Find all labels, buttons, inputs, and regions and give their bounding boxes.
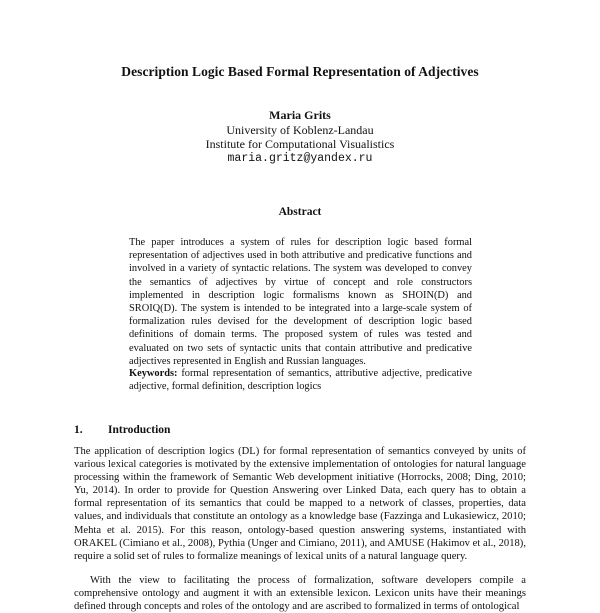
abstract-heading: Abstract: [278, 206, 322, 218]
abstract-body: The paper introduces a system of rules for description logic based formal representation of adjectives used in both attributive and predicative functions and involved in a variety of syntactic relations. The system was developed to convey the semantics of adjectives by virtue of concept and role constructors implemented in description logic formalisms known as SHOIN(D) and SROIQ(D). The system is intended to be integrated into a large-scale system of formalization rules devised for the development of description logic based definitions of domain terms. The proposed system of rules was tested and evaluated on two sets of syntactic units that contain attributive and predicative adjectives represented in English and Russian languages.: [129, 237, 472, 367]
introduction-paragraph-2: With the view to facilitating the process of formalization, software developers compile a comprehensive ontology and augment it with an extensible lexicon. Lexicon units have their meanings defined through concepts and roles of the ontology and are ascribed to formalized in terms of ontological: [74, 575, 526, 613]
section-title: Introduction: [108, 424, 171, 436]
paper-title: Description Logic Based Formal Representation of Adjectives: [121, 64, 479, 79]
keywords-label: Keywords:: [129, 368, 178, 379]
author-email: maria.gritz@yandex.ru: [227, 151, 373, 165]
section-heading-introduction: [74, 424, 170, 436]
author-affiliation-university: University of Koblenz-Landau: [226, 122, 374, 137]
author-block: [0, 108, 600, 166]
keywords: [129, 367, 472, 393]
introduction-paragraph-1: The application of description logics (DL) for formal representation of semantics conveyed by units of various lexical categories is motivated by the extensive implementation of ontologies for natural language processing within the framework of Semantic Web development initiative (Horrocks, 2008; Ding, 2010; Yu, 2014). In order to provide for Question Answering over Linked Data, each query has to obtain a formal representation of its semantics that could be mapped to a network of classes, properties, data values, and individuals that constitute an ontology as a knowledge base (Fazzinga and Lukasiewicz, 2010; Mehta et al. 2015). For this reason, ontology-based question answering systems, instantiated with ORAKEL (Cimiano et al., 2008), Pythia (Unger and Cimiano, 2011), and AMUSE (Hakimov et al., 2018), require a solid set of rules to formalize meanings of lexical units of a natural language query.: [74, 446, 526, 562]
author-name: Maria Grits: [269, 108, 331, 122]
author-affiliation-institute: Institute for Computational Visualistics: [205, 137, 395, 151]
keywords-list: formal representation of semantics, attributive adjective, predicative adjective, formal definition, description logics: [129, 368, 472, 393]
section-number: 1.: [74, 424, 83, 436]
